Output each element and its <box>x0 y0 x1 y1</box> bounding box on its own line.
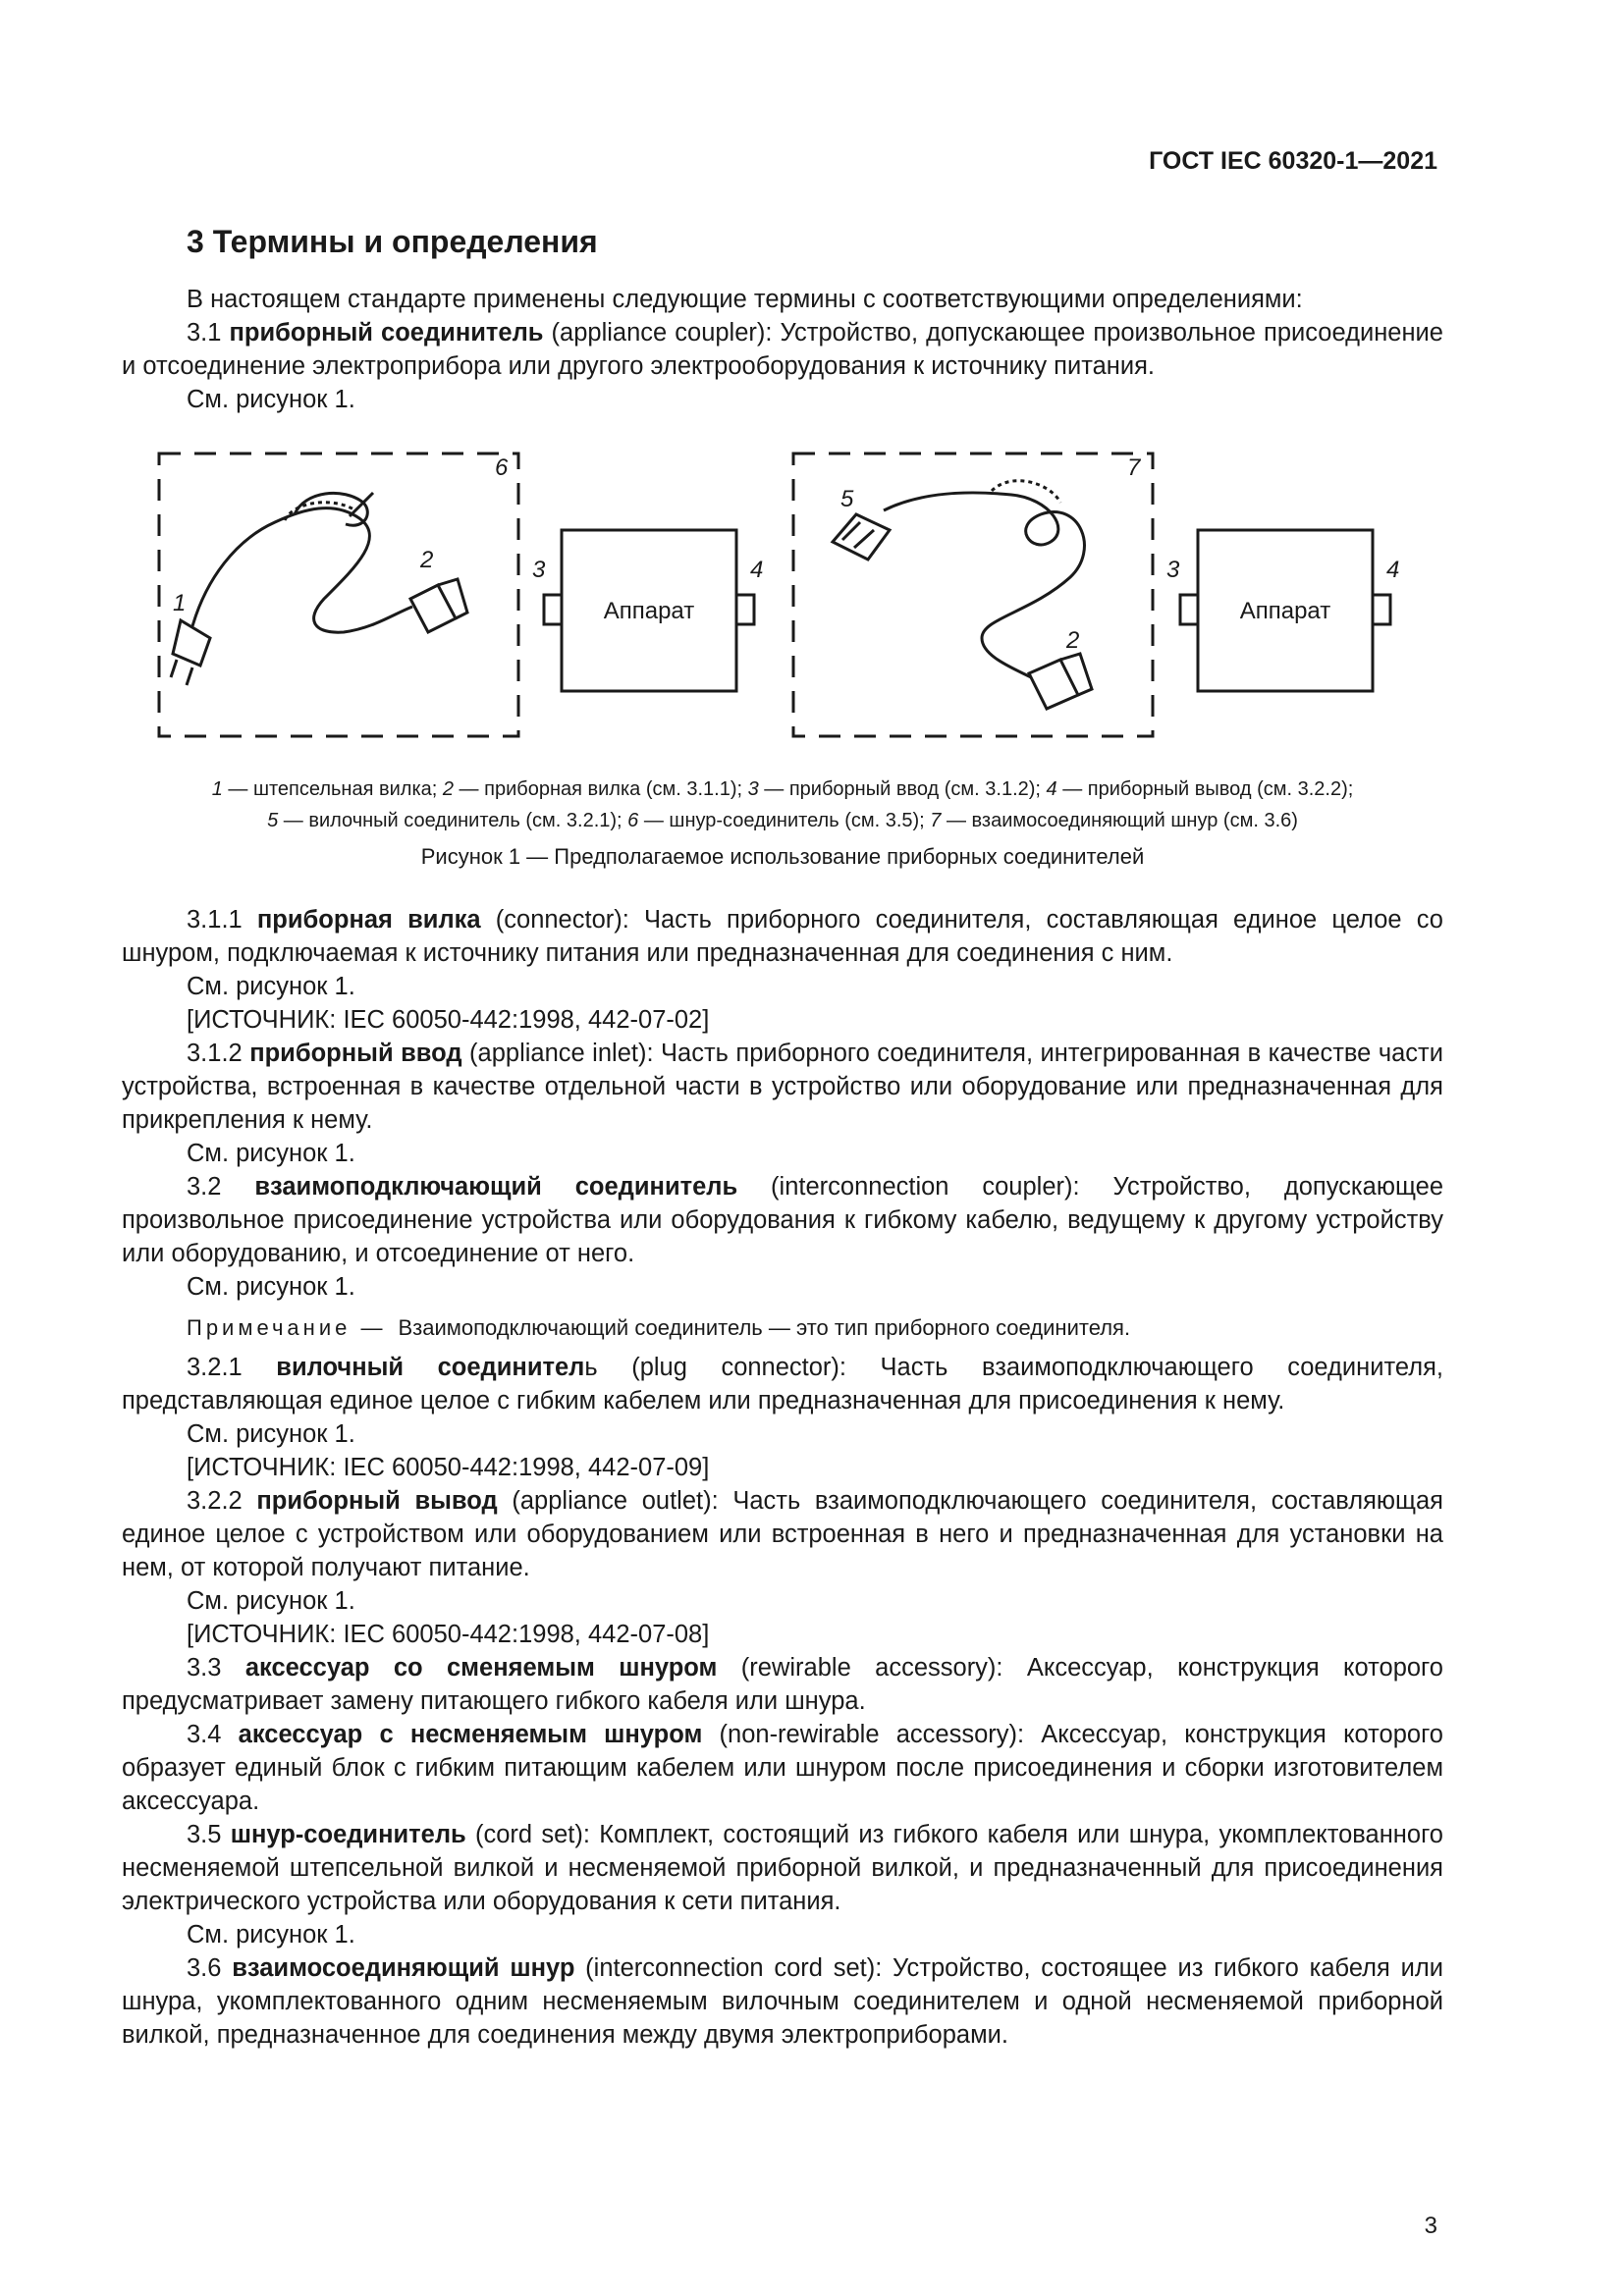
term-3-6: 3.6 взаимосоединяющий шнур (interconnection cord set): Устройство, состоящее из гибкого кабеля или шнура, укомплектованного одним несменяемым вилочным соединителем и одной несменяемой приборной вилкой, предназначенное для соединения между двумя электроприборами. <box>122 1954 1443 2049</box>
note-label: Примечание — <box>187 1315 387 1340</box>
legend-line-2: 5 — вилочный соединитель (см. 3.2.1); 6 — шнур-соединитель (см. 3.5); 7 — взаимосоединяющий шнур (см. 3.6) <box>267 810 1298 831</box>
term-3-1: 3.1 приборный соединитель (appliance coupler): Устройство, допускающее произвольное присоединение и отсоединение электроприбора или другого электрооборудования к источнику питания. <box>122 319 1443 380</box>
term-name: приборная вилка <box>256 906 481 934</box>
appliance-label: Аппарат <box>1239 598 1331 624</box>
term-3-1-2: 3.1.2 приборный ввод (appliance inlet): Часть приборного соединителя, интегрированная в качестве части устройства, встроенная в качестве отдельной части в устройство или оборудование или предназначенная для прикрепления к нему. <box>122 1040 1443 1134</box>
figure-label: 3 <box>532 557 546 583</box>
term-3-1-1: 3.1.1 приборная вилка (connector): Часть приборного соединителя, составляющая единое целое со шнуром, подключаемая к источнику питания или предназначенная для соединения с ним. <box>122 906 1443 967</box>
figure-label: 4 <box>750 557 764 583</box>
connector-icon <box>410 579 467 632</box>
appliance-outlet-symbol <box>736 595 754 624</box>
interconnection-cord-drawing <box>884 481 1084 677</box>
figure-1 <box>0 432 1624 766</box>
see-figure: См. рисунок 1. <box>187 1140 355 1167</box>
connector-icon <box>1029 654 1092 709</box>
source-reference: [ИСТОЧНИК: IEC 60050-442:1998, 442-07-02] <box>187 1006 710 1034</box>
figure-label: 2 <box>420 547 434 573</box>
term-name: взаимоподключающий соединитель <box>254 1173 738 1201</box>
term-3-4: 3.4 аксессуар с несменяемым шнуром (non-rewirable accessory): Аксессуар, конструкция которого образует единый блок с гибким питающим кабелем или шнуром после присоединения и сборки изготовителем аксессуара. <box>122 1721 1443 1815</box>
term-3-2-1: 3.2.1 вилочный соединитель (plug connector): Часть взаимоподключающего соединителя, представляющая единое целое с гибким кабелем или предназначенная для присоединения к нему. <box>122 1354 1443 1415</box>
figure-label: 2 <box>1066 627 1080 654</box>
figure-label: 6 <box>495 454 509 481</box>
see-figure: См. рисунок 1. <box>187 386 355 413</box>
figure-legend <box>122 774 1443 836</box>
plug-icon <box>171 620 210 685</box>
source-reference: [ИСТОЧНИК: IEC 60050-442:1998, 442-07-09] <box>187 1454 710 1481</box>
see-figure: См. рисунок 1. <box>187 1587 355 1615</box>
terms-block <box>122 903 1443 2052</box>
document-code: ГОСТ IEC 60320-1—2021 <box>1149 147 1437 175</box>
term-3-3: 3.3 аксессуар со сменяемым шнуром (rewirable accessory): Аксессуар, конструкция которого предусматривает замену питающего гибкого кабеля или шнура. <box>122 1654 1443 1715</box>
see-figure: См. рисунок 1. <box>187 1921 355 1949</box>
see-figure: См. рисунок 1. <box>187 1273 355 1301</box>
term-name: вилочный соединител <box>276 1354 585 1381</box>
term-name: приборный вывод <box>256 1487 498 1515</box>
note <box>122 1311 1443 1345</box>
appliance-label: Аппарат <box>603 598 695 624</box>
source-reference: [ИСТОЧНИК: IEC 60050-442:1998, 442-07-08] <box>187 1621 710 1648</box>
term-3-5: 3.5 шнур-соединитель (cord set): Комплект, состоящий из гибкого кабеля или шнура, укомплектованного несменяемой штепсельной вилкой и несменяемой приборной вилкой, и предназначенный для присоединения электрического устройства или оборудования к сети питания. <box>122 1821 1443 1915</box>
figure-caption: Рисунок 1 — Предполагаемое использование приборных соединителей <box>420 844 1145 869</box>
see-figure: См. рисунок 1. <box>187 973 355 1000</box>
figure-label: 7 <box>1127 454 1141 481</box>
term-name: шнур-соединитель <box>230 1821 466 1848</box>
figure-label: 4 <box>1386 557 1400 583</box>
figure-label: 5 <box>840 486 854 512</box>
appliance-inlet-symbol <box>544 595 562 624</box>
intro-block <box>122 283 1443 416</box>
appliance-outlet-symbol <box>1373 595 1390 624</box>
term-name: взаимосоединяющий шнур <box>232 1954 575 1982</box>
plug-connector-icon <box>833 514 890 560</box>
term-name: аксессуар со сменяемым шнуром <box>244 1654 718 1682</box>
figure-label: 3 <box>1166 557 1180 583</box>
note-text: Взаимоподключающий соединитель — это тип приборного соединителя. <box>398 1315 1131 1340</box>
term-name: аксессуар с несменяемым шнуром <box>238 1721 703 1748</box>
page-number: 3 <box>1424 2213 1437 2239</box>
legend-line-1: 1 — штепсельная вилка; 2 — приборная вилка (см. 3.1.1); 3 — приборный ввод (см. 3.1.2); 4 — приборный вывод (см. 3.2.2); <box>211 778 1354 800</box>
cord-set-drawing <box>192 493 412 632</box>
term-name: приборный ввод <box>249 1040 462 1067</box>
term-3-2: 3.2 взаимоподключающий соединитель (interconnection coupler): Устройство, допускающее произвольное присоединение устройства или оборудования к гибкому кабелю, ведущему к другому устройству или оборудованию, и отсоединение от него. <box>122 1173 1443 1267</box>
cord-set-dashed-box <box>159 454 518 736</box>
appliance-inlet-symbol <box>1180 595 1198 624</box>
see-figure: См. рисунок 1. <box>187 1420 355 1448</box>
section-title: 3 Термины и определения <box>187 224 598 259</box>
intro-line: В настоящем стандарте применены следующие термины с соответствующими определениями: <box>187 286 1303 313</box>
term-3-2-2: 3.2.2 приборный вывод (appliance outlet): Часть взаимоподключающего соединителя, составляющая единое целое с устройством или оборудованием или встроенная в него и предназначенная для установки на нем, от которой получают питание. <box>122 1487 1443 1581</box>
term-name: приборный соединитель <box>229 319 544 347</box>
figure-label: 1 <box>173 590 187 616</box>
